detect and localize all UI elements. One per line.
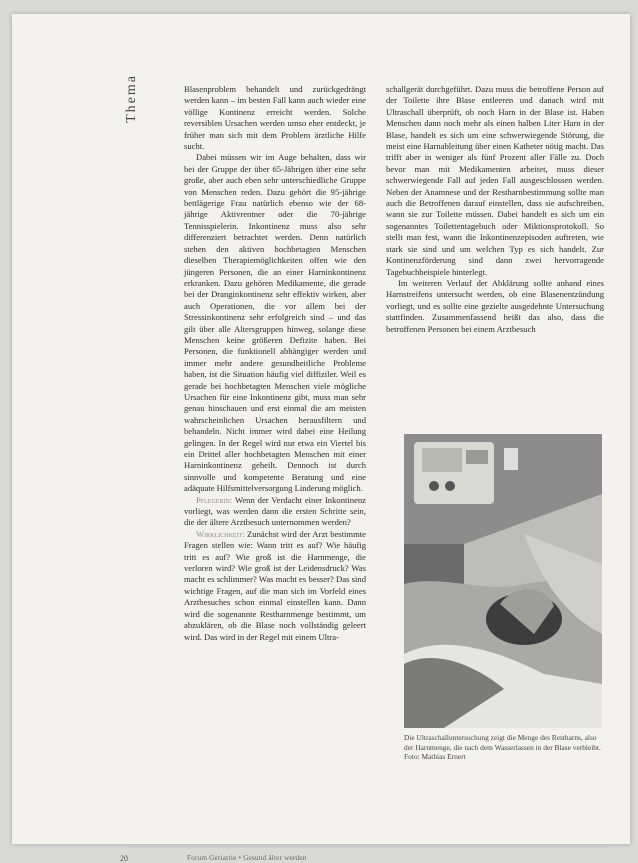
page-number: 20 [120, 854, 128, 863]
body-paragraph: schallgerät durchgeführt. Dazu muss die betroffene Person auf der Toilette ihre Blase entleeren und danach wird mit Ultraschall überprüft, ob noch Harn in der Blase ist. Haben Menschen dann noch mehr als einen halben Liter Harn in der Blase, handelt es sich um eine schwerwiegende Störung, die meist eine Harnableitung über einen Katheter nötig macht. Das trifft aber in weniger als fünf Prozent aller Fälle zu. Doch bevor man mit Medikamenten arbeitet, muss dieser schwerwiegende Fall auf jeden Fall ausgeschlossen werden. Neben der Anamnese und der Restharnbestimmung sollte man auch die Betroffenen darauf einstellen, dass sie aufschreiben, wann sie zur Toilette müssen. Dabei handelt es sich um ein sogenanntes Toilettentagebuch oder Miktionsprotokoll. So stellt man fest, wann die Inkontinenzepisoden auftreten, wie stark sie sind und um welchen Typ es sich handelt. Zur Kontinenzförderung sind dann zwei hervorragende Tagebuchbeispiele hinterlegt. [386, 84, 604, 277]
document-page [12, 14, 630, 863]
left-column [184, 84, 366, 643]
question-text: Wenn der Verdacht einer Inkontinenz vorliegt, was werden dann die ersten Schritte sein, die der ältere Arztbesuch unternommen werden? [184, 494, 366, 528]
interview-answer [184, 529, 366, 643]
interview-question [184, 495, 366, 529]
answer-text: Zunächst wird der Arzt bestimmte Fragen stellen wie: Wann tritt es auf? Wie häufig tritt es auf? Wie groß ist die Harnmenge, die verloren wird? Wie groß ist der Leidensdruck? Was macht es schlimmer? Was macht es besser? Das sind wichtige Fragen, auf die man sich im Vorfeld eines Arztbesuches schon einmal einstellen kann. Dann wird die sogenannte Restharnmenge bestimmt, um abzuklären, ob die Blase noch vollständig geleert wird. Das wird in der Regel mit einem Ultra- [184, 528, 367, 642]
ultrasound-exam-photo [404, 434, 602, 728]
body-paragraph: Im weiteren Verlauf der Abklärung sollte anhand eines Harnstreifens untersucht werden, ob eine Blasenentzündung vorliegt, und es sollte eine gezielte ausgedehnte Untersuchung stattfinden. Zusammenfassend heißt das also, dass die betroffenen Personen bei einem Arztbesuch [386, 277, 604, 334]
footer-rule [128, 846, 608, 848]
right-column [386, 84, 604, 335]
figure-caption: Die Ultraschalluntersuchung zeigt die Menge des Restharns, also der Harnmenge, die nach dem Wasserlassen in der Blase verbleibt. Foto: Mathias Ernert [404, 733, 601, 762]
answer-speaker-label: Wirklichkeit: [196, 528, 245, 539]
running-footer: Forum Geriatrie • Gesund älter werden [187, 854, 307, 862]
question-speaker-label: Pflegerin: [196, 494, 233, 505]
section-tag: Thema [124, 74, 139, 123]
body-paragraph: Blasenproblem behandelt und zurückgedrängt werden kann – im besten Fall kann auch wieder eine völlige Kontinenz erreicht werden. Solche reversiblen Ursachen werden umso eher entdeckt, je früher man sich mit dem Problem ärztliche Hilfe sucht. [184, 84, 366, 152]
photo-illustration [404, 434, 602, 728]
body-paragraph: Dabei müssen wir im Auge behalten, dass wir bei der Gruppe der über 65-Jährigen über eine sehr große, aber auch eben sehr unterschiedliche Gruppe von Menschen reden. Dazu gehört die 95-jährige bettlägerige Frau natürlich ebenso wie der 68-jährige Aktivrentner oder die 70-jährige Tennisspielerin. Inkontinenz muss also sehr differenziert betrachtet werden. Denn natürlich stehen den aktiven hochbetagten Menschen dieselben Therapiemöglichkeiten offen wie den jüngeren Personen, die an einer Harninkontinenz erkranken. Dazu gehören Medikamente, die gerade bei der Dranginkontinenz sehr effektiv wirken, aber auch Operationen, die vor allem bei der Stressinkontinenz sehr erfolgreich sind – und das gilt über alle Altersgruppen hinweg, solange diese Menschen keine größeren Defizite haben. Bei Personen, die funktionell abhängiger werden und immer mehr andere gesundheitliche Probleme haben, ist die Situation häufig viel diffiziler. Weil es gerade bei hochbetagten Menschen viele mögliche Ursachen für eine Inkontinenz gibt, muss man sehr genau hinschauen und erst einmal die am meisten wahrscheinlichen Ursachen herausfiltern und behandeln. Nicht immer wird dabei eine Heilung gelingen. In der Regel wird nur etwa ein Viertel bis ein Drittel aller hochbetagten Menschen mit einer Harninkontinenz geheilt. Dennoch ist durch sinnvolle und kompetente Beratung und eine adäquate Hilfsmittelversorgung Linderung möglich. [184, 152, 366, 494]
